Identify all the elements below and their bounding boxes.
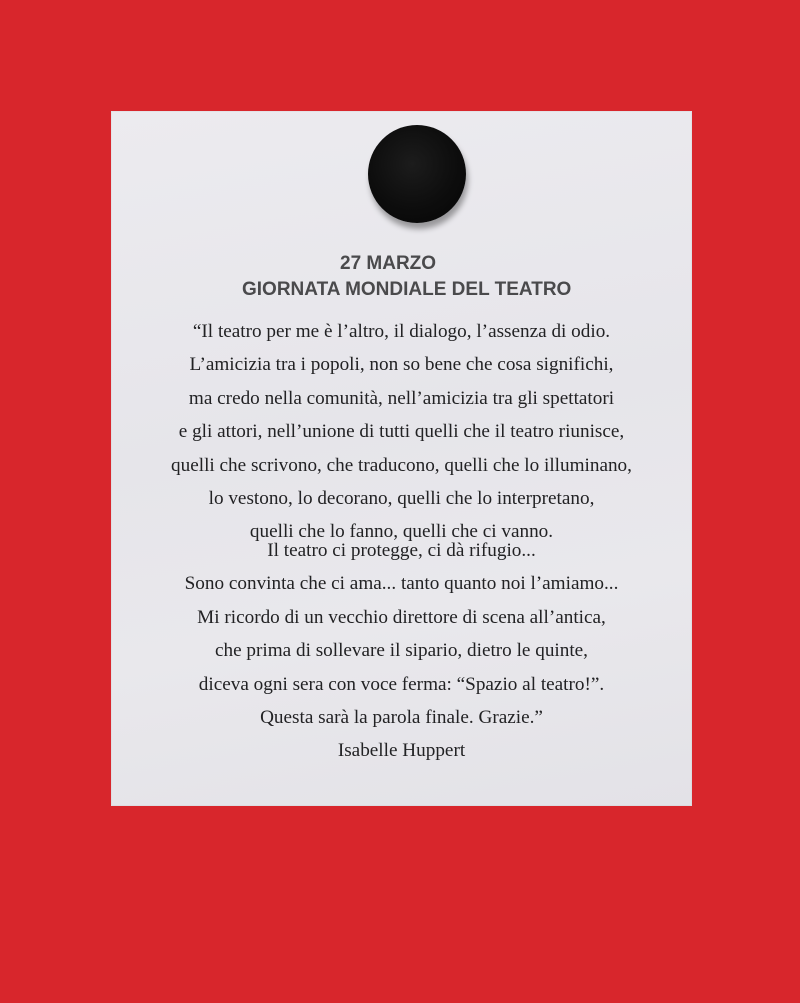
quote-line: che prima di sollevare il sipario, dietro le quinte, (215, 640, 588, 662)
quote-line: quelli che lo fanno, quelli che ci vanno. (249, 521, 554, 543)
quote-line: Mi ricordo di un vecchio direttore di scena all’antica, (197, 606, 606, 628)
quote-line: e gli attori, nell’unione di tutti quelli che il teatro riunisce, (178, 421, 625, 443)
quote-line: lo vestono, lo decorano, quelli che lo interpretano, (208, 488, 595, 510)
quote-line: L’amicizia tra i popoli, non so bene che cosa significhi, (189, 354, 614, 376)
quote-line: Questa sarà la parola finale. Grazie.” (260, 707, 543, 729)
quote-line: Il teatro ci protegge, ci dà rifugio... (267, 540, 536, 561)
magnet-icon (368, 125, 466, 223)
quote-paragraph-2 (111, 534, 692, 734)
event-date: 27 MARZO (340, 253, 437, 274)
author-signature: Isabelle Huppert (337, 740, 466, 761)
quote-line: quelli che scrivono, che traducono, quelli che lo illuminano, (171, 454, 632, 476)
quote-line: “Il teatro per me è l’altro, il dialogo, l’assenza di odio. (192, 321, 611, 342)
quote-line: Sono convinta che ci ama... tanto quanto noi l’amiamo... (184, 573, 619, 595)
event-title: GIORNATA MONDIALE DEL TEATRO (242, 279, 572, 300)
quote-paragraph-1 (111, 315, 692, 549)
quote-line: ma credo nella comunità, nell’amicizia tra gli spettatori (188, 387, 615, 409)
quote-line: diceva ogni sera con voce ferma: “Spazio al teatro!”. (198, 673, 605, 695)
